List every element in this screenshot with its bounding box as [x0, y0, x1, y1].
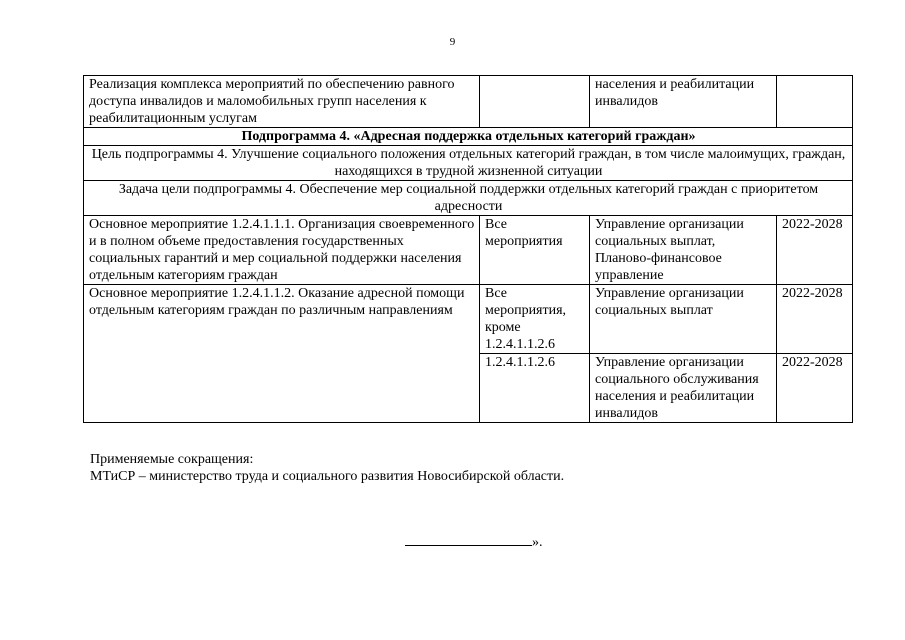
- blank-underline: [405, 533, 532, 546]
- measure-cell: Основное мероприятие 1.2.4.1.1.2. Оказание адресной помощи отдельным категориям граждан по различным направлениям: [84, 285, 480, 423]
- subprogram-goal-row: [84, 146, 853, 181]
- scope-cell: Все мероприятия, кроме 1.2.4.1.1.2.6: [480, 285, 590, 354]
- goal-task-row: [84, 181, 853, 216]
- table-row-continued: [84, 76, 853, 128]
- period-cell: 2022-2028: [777, 354, 853, 423]
- scope-cell: 1.2.4.1.1.2.6: [480, 354, 590, 423]
- measure-cell: Реализация комплекса мероприятий по обеспечению равного доступа инвалидов и маломобильных групп населения к реабилитационным услугам: [84, 76, 480, 128]
- table-row: [84, 285, 853, 354]
- abbreviation-line: МТиСР – министерство труда и социального развития Новосибирской области.: [90, 469, 565, 484]
- executor-cell: Управление организации социальных выплат: [590, 285, 777, 354]
- closing-signature-line: [405, 533, 543, 551]
- scope-cell: Все мероприятия: [480, 216, 590, 285]
- measures-table: [83, 75, 853, 423]
- table-row: [84, 216, 853, 285]
- closing-quote-mark: ».: [532, 535, 543, 550]
- abbreviations-note: [90, 451, 564, 485]
- executor-cell: населения и реабилитации инвалидов: [590, 76, 777, 128]
- executor-cell: Управление организации социальных выплат, Планово-финансовое управление: [590, 216, 777, 285]
- measure-cell: Основное мероприятие 1.2.4.1.1.1. Организация своевременного и в полном объеме предоставления государственных социальных гарантий и мер социальной поддержки населения отдельным категориям граждан: [84, 216, 480, 285]
- abbreviations-heading: Применяемые сокращения:: [90, 452, 254, 467]
- subprogram-goal: Цель подпрограммы 4. Улучшение социального положения отдельных категорий граждан, в том числе малоимущих, граждан, находящихся в трудной жизненной ситуации: [84, 146, 853, 181]
- subprogram-title-row: [84, 128, 853, 146]
- period-cell: 2022-2028: [777, 216, 853, 285]
- scope-cell: [480, 76, 590, 128]
- goal-task: Задача цели подпрограммы 4. Обеспечение мер социальной поддержки отдельных категорий граждан с приоритетом адресности: [84, 181, 853, 216]
- period-cell: [777, 76, 853, 128]
- page-number: 9: [449, 36, 456, 48]
- period-cell: 2022-2028: [777, 285, 853, 354]
- executor-cell: Управление организации социального обслуживания населения и реабилитации инвалидов: [590, 354, 777, 423]
- subprogram-title: Подпрограмма 4. «Адресная поддержка отдельных категорий граждан»: [84, 128, 853, 146]
